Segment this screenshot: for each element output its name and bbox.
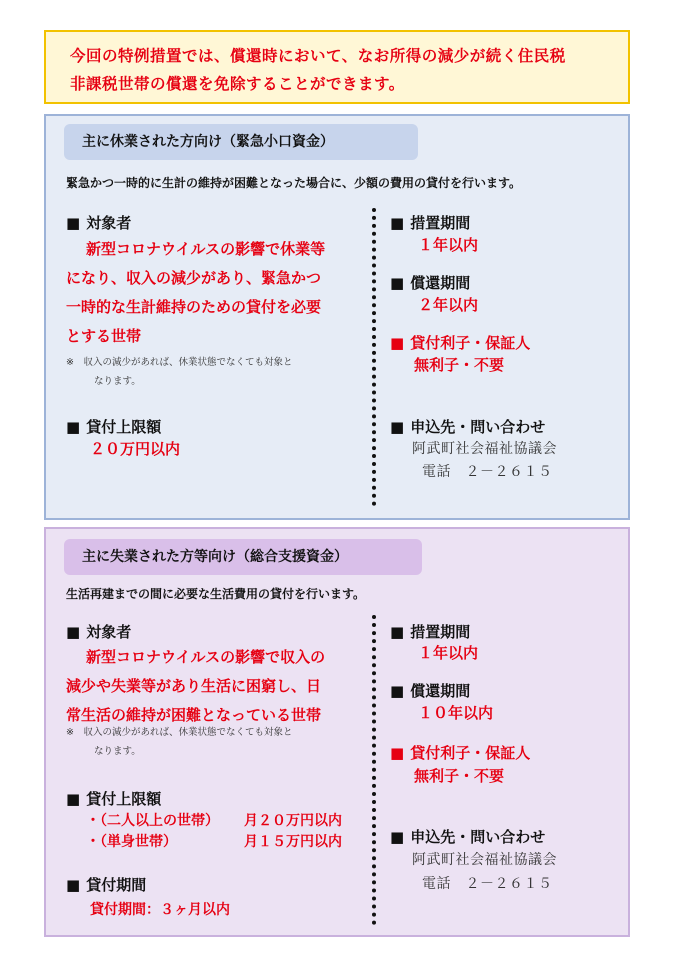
grace-value: １年以内: [418, 644, 479, 662]
target-description: 新型コロナウイルスの影響で休業等 になり、収入の減少があり、緊急かつ 一時的な生計維持のための貸付を必要 とする世帯: [66, 240, 326, 345]
column-divider: [372, 208, 376, 506]
grace-value: １年以内: [418, 236, 479, 254]
grace-heading: ■ 措置期間: [390, 214, 471, 232]
target-heading: ■ 対象者: [66, 623, 132, 641]
section-title: 主に休業された方向け（緊急小口資金）: [64, 124, 418, 160]
section-emergency-small-loan: [44, 114, 630, 520]
contact-heading: ■ 申込先・問い合わせ: [390, 418, 546, 436]
grace-heading: ■ 措置期間: [390, 623, 471, 641]
repay-value: ２年以内: [418, 296, 479, 314]
interest-value: 無利子・不要: [414, 767, 505, 785]
interest-value: 無利子・不要: [414, 356, 505, 374]
target-note: ※ 収入の減少があれば、休業状態でなくても対象と なります。: [66, 727, 293, 757]
column-divider: [372, 615, 376, 925]
repay-value: １０年以内: [418, 704, 494, 722]
interest-heading: ■ 貸付利子・保証人: [390, 744, 531, 762]
notice-line-1: 今回の特例措置では、償還時において、なお所得の減少が続く住民税: [70, 47, 566, 65]
repay-heading: ■ 償還期間: [390, 682, 471, 700]
limit-heading: ■ 貸付上限額: [66, 790, 162, 808]
repay-heading: ■ 償還期間: [390, 274, 471, 292]
contact-organization: 阿武町社会福祉協議会: [412, 441, 557, 457]
contact-organization: 阿武町社会福祉協議会: [412, 852, 557, 868]
target-note: ※ 収入の減少があれば、休業状態でなくても対象と なります。: [66, 357, 293, 387]
exemption-notice: [44, 30, 630, 104]
section-comprehensive-support-fund: [44, 527, 630, 937]
interest-heading: ■ 貸付利子・保証人: [390, 334, 531, 352]
notice-line-2: 非課税世帯の償還を免除することができます。: [70, 75, 405, 93]
limit-row-multi: ・（二人以上の世帯） 月２０万円以内: [86, 813, 342, 829]
period-heading: ■ 貸付期間: [66, 876, 147, 894]
section-intro: 生活再建までの間に必要な生活費用の貸付を行います。: [66, 587, 366, 601]
contact-heading: ■ 申込先・問い合わせ: [390, 828, 546, 846]
target-description: 新型コロナウイルスの影響で収入の 減少や失業等があり生活に困窮し、日 常生活の維持が困難となっている世帯: [66, 648, 326, 724]
section-title: 主に失業された方等向け（総合支援資金）: [64, 539, 422, 575]
contact-phone: 電話 ２－２６１５: [422, 876, 553, 892]
limit-row-single: ・（単身世帯） 月１５万円以内: [86, 834, 342, 850]
limit-heading: ■ 貸付上限額: [66, 418, 162, 436]
contact-phone: 電話 ２－２６１５: [422, 464, 553, 480]
target-heading: ■ 対象者: [66, 214, 132, 232]
limit-value: ２０万円以内: [90, 440, 181, 458]
section-intro: 緊急かつ一時的に生計の維持が困難となった場合に、少額の費用の貸付を行います。: [66, 176, 522, 190]
period-value: 貸付期間：３ヶ月以内: [90, 902, 230, 918]
